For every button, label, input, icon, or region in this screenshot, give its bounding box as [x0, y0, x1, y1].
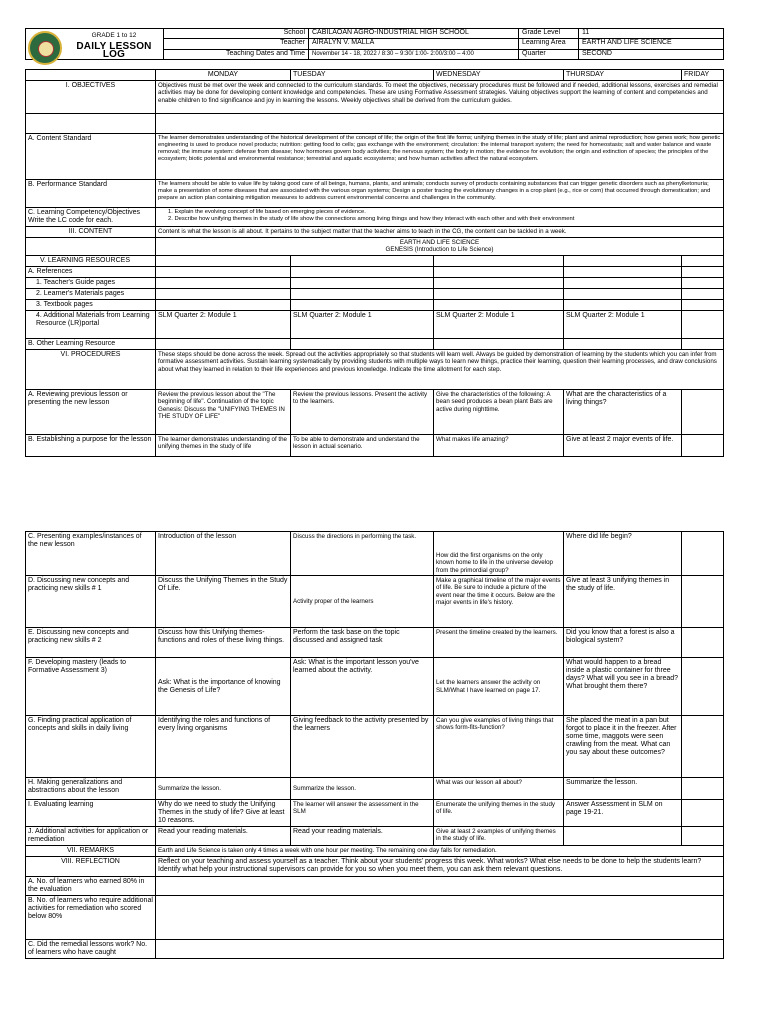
proc-i-thursday: Answer Assessment in SLM on page 19-21. [564, 800, 682, 827]
proc-e-thursday: Did you know that a forest is also a biological system? [564, 628, 682, 658]
header-table [25, 28, 724, 60]
proc-e-wednesday: Present the timeline created by the learners. [434, 628, 564, 658]
reflection-label: VIII. REFLECTION [26, 857, 156, 877]
additional-materials-label: 4. Additional Materials from Learning Resource (LR)portal [26, 310, 156, 338]
reflection-c-label: C. Did the remedial lessons work? No. of learners who have caught [26, 940, 156, 959]
slm-tuesday: SLM Quarter 2: Module 1 [291, 310, 434, 338]
teacher-label: Teacher [164, 39, 309, 49]
content-label: III. CONTENT [26, 227, 156, 238]
proc-f-label: F. Developing mastery (leads to Formative Assessment 3) [26, 658, 156, 716]
competency-item: 1. Explain the evolving concept of life based on emerging pieces of evidence. [168, 209, 366, 215]
dates-value: November 14 - 18, 2022 / 8:30 – 9:30/ 1:00- 2:00/3:00 – 4:00 [309, 49, 519, 59]
proc-h-monday: Summarize the lesson. [156, 778, 291, 800]
procedures-text: These steps should be done across the week. Spread out the activities appropriately so that students will learn well. Always be guided by demonstration of learning by the students which you can infer from formative assessment activities. Sustain learning systematically by providing students with multiple ways to learn new things, practice their learning, question their learning processes, and draw conclusions about what they learned in relation to their life experiences and previous knowledge. Indicate the time allotment for each step. [156, 349, 724, 389]
proc-j-label: J. Additional activities for application or remediation [26, 827, 156, 846]
day-header-row [26, 70, 724, 81]
proc-j-thursday [564, 827, 682, 846]
proc-j-wednesday: Give at least 2 examples of unifying themes in the study of life. [434, 827, 564, 846]
slm-thursday: SLM Quarter 2: Module 1 [564, 310, 682, 338]
proc-j-monday: Read your reading materials. [156, 827, 291, 846]
learning-area-label: Learning Area [519, 39, 579, 49]
grade-level-label: Grade Level [519, 29, 579, 39]
proc-f-wednesday: Let the learners answer the activity on SLM/What I have learned on page 17. [434, 658, 564, 716]
proc-a-monday: Review the previous lesson about the "The beginning of life". Continuation of the topic Genesis: Discuss the "UNIFYING THEMES IN THE STUDY OF LIFE" [156, 389, 291, 434]
competency-sublabel: Write the LC code for each. [28, 217, 114, 224]
quarter-value: SECOND [579, 49, 724, 59]
performance-standard-label: B. Performance Standard [26, 180, 156, 208]
grade-level-value: 11 [579, 29, 724, 39]
day-monday: MONDAY [156, 70, 291, 81]
learning-area-value: EARTH AND LIFE SCIENCE [579, 39, 724, 49]
proc-c-wednesday: How did the first organisms on the only known home to life in the universe develop from the primordial group? [434, 532, 564, 576]
proc-d-tuesday: Activity proper of the learners [291, 576, 434, 628]
proc-i-monday: Why do we need to study the Unifying Themes in the study of life? Give at least 10 reasons. [156, 800, 291, 827]
other-resources-label: B. Other Learning Resource [26, 338, 156, 349]
proc-i-tuesday: The learner will answer the assessment in the SLM [291, 800, 434, 827]
proc-d-label: D. Discussing new concepts and practicing new skills # 1 [26, 576, 156, 628]
page-2 [25, 531, 723, 959]
proc-b-tuesday: To be able to demonstrate and understand the lesson in actual scenario. [291, 434, 434, 456]
proc-d-monday: Discuss the Unifying Themes in the Study Of Life. [156, 576, 291, 628]
remarks-label: VII. REMARKS [26, 846, 156, 857]
competency-title: C. Learning Competency/Objectives [28, 209, 141, 216]
proc-f-thursday: What would happen to a bread inside a plastic container for three days? What will you see in a bread? What brought them there? [564, 658, 682, 716]
proc-h-wednesday: What was our lesson all about? [434, 778, 564, 800]
performance-standard-text: The learners should be able to value life by taking good care of all beings, humans, plants, and animals; conducts survey of products containing substances that can trigger genetic disorders such as phenylketonuria; make a presentation of some diseases that are associated with the various organ systems; Design a poster tracing the evolutionary changes in a crop plant (e.g., rice or corn) that occurred through domestication; and prepare an action plan containing mitigation measures to address current environmental concerns and challenges in the community. [156, 180, 724, 208]
proc-g-label: G. Finding practical application of concepts and skills in daily living [26, 716, 156, 778]
proc-h-tuesday: Summarize the lesson. [291, 778, 434, 800]
objectives-text: Objectives must be met over the week and connected to the curriculum standards. To meet the objectives, necessary procedures must be followed and if needed, additional lessons, exercises and remedial activities may be done for developing content knowledge and competencies. These are using Formative Assessment strategies. Valuing objectives support the learning of content and competencies and enable children to find significance and joy in learning the lessons. Weekly objectives shall be derived from the curriculum guides. [156, 81, 724, 114]
proc-i-wednesday: Enumerate the unifying themes in the study of life. [434, 800, 564, 827]
content-standard-label: A. Content Standard [26, 134, 156, 180]
objectives-label: I. OBJECTIVES [26, 81, 156, 114]
tg-label: 1. Teacher's Guide pages [26, 277, 156, 288]
day-wednesday: WEDNESDAY [434, 70, 564, 81]
proc-b-monday: The learner demonstrates understanding of the unifying themes in the study of life [156, 434, 291, 456]
proc-c-label: C. Presenting examples/instances of the new lesson [26, 532, 156, 576]
day-tuesday: TUESDAY [291, 70, 434, 81]
proc-a-wednesday: Give the characteristics of the following: A bean seed produces a bean plant Bats are active during nighttime. [434, 389, 564, 434]
remarks-text: Earth and Life Science is taken only 4 times a week with one hour per meeting. The remaining one day falls for remediation. [156, 846, 724, 857]
proc-j-tuesday: Read your reading materials. [291, 827, 434, 846]
day-thursday: THURSDAY [564, 70, 682, 81]
proc-g-tuesday: Giving feedback to the activity presented by the learners [291, 716, 434, 778]
day-friday: FRIDAY [682, 70, 724, 81]
teacher-value: AIRALYN V. MALLA [309, 39, 519, 49]
content-subject-topic [156, 238, 724, 256]
proc-g-wednesday: Can you give examples of living things that shows form-fits-function? [434, 716, 564, 778]
slm-monday: SLM Quarter 2: Module 1 [156, 310, 291, 338]
dates-label: Teaching Dates and Time [164, 49, 309, 59]
content-topic: GENESIS (Introduction to Life Science) [385, 246, 494, 254]
procedures-label: VI. PROCEDURES [26, 349, 156, 389]
proc-h-thursday: Summarize the lesson. [564, 778, 682, 800]
proc-c-tuesday: Discuss the directions in performing the task. [291, 532, 434, 576]
proc-a-tuesday: Review the previous lessons. Present the activity to the learners. [291, 389, 434, 434]
proc-d-thursday: Give at least 3 unifying themes in the study of life. [564, 576, 682, 628]
proc-h-label: H. Making generalizations and abstractions about the lesson [26, 778, 156, 800]
proc-f-monday: Ask: What is the importance of knowing the Genesis of Life? [156, 658, 291, 716]
school-value: CABILAOAN AGRO-INDUSTRIAL HIGH SCHOOL [309, 29, 519, 39]
proc-d-wednesday: Make a graphical timeline of the major events of life. Be sure to include a picture of the event near the time it occurs. Below are the major events in life's history. [434, 576, 564, 628]
slm-wednesday: SLM Quarter 2: Module 1 [434, 310, 564, 338]
proc-a-thursday: What are the characteristics of a living things? [564, 389, 682, 434]
competency-item: 2. Describe how unifying themes in the study of life show the connections among living things and how they interact with each other and with their environment [168, 216, 575, 222]
reflection-b-label: B. No. of learners who require additional activities for remediation who scored below 80% [26, 896, 156, 940]
content-text: Content is what the lesson is all about. It pertains to the subject matter that the teacher aims to teach in the CG, the content can be tackled in a week. [156, 227, 724, 238]
competency-list [156, 208, 724, 227]
school-label: School [164, 29, 309, 39]
proc-c-monday: Introduction of the lesson [156, 532, 291, 576]
references-label: A. References [26, 266, 156, 277]
proc-g-monday: Identifying the roles and functions of every living organisms [156, 716, 291, 778]
quarter-label: Quarter [519, 49, 579, 59]
content-standard-text: The learner demonstrates understanding of the historical development of the concept of life; the origin of the first life forms; unifying themes in the study of life; plant and animal reproduction; how genes work; how genetic engineering is used to produce novel products; nutrition: getting food to cells; gas exchange with the environment; circulation: the internal transport system; the need for homeostasis; salt and water balance and waste removal; the immune system: defense from disease; how hormones govern body activities; the nervous system; the body in motion; the evidence for evolution; the origin and extinction of species; the principles of the ecosystem; biotic potential and environmental resistance; terrestrial and aquatic ecosystems; and how human activities affect the natural ecosystem. [156, 134, 724, 180]
reflection-a-label: A. No. of learners who earned 80% in the evaluation [26, 877, 156, 896]
proc-e-label: E. Discussing new concepts and practicing new skills # 2 [26, 628, 156, 658]
tb-label: 3. Textbook pages [26, 299, 156, 310]
lesson-table-1 [25, 69, 724, 457]
resources-label: V. LEARNING RESOURCES [26, 255, 156, 266]
proc-i-label: I. Evaluating learning [26, 800, 156, 827]
proc-b-wednesday: What makes life amazing? [434, 434, 564, 456]
competency-label [26, 208, 156, 227]
grade-range: GRADE 1 to 12 [91, 32, 137, 39]
proc-a-label: A. Reviewing previous lesson or presenting the new lesson [26, 389, 156, 434]
proc-e-monday: Discuss how this Unifying themes- functions and roles of these living things. [156, 628, 291, 658]
page-1 [25, 28, 723, 457]
header-logo-cell [26, 29, 164, 60]
lesson-table-2 [25, 531, 724, 959]
lm-label: 2. Learner's Materials pages [26, 288, 156, 299]
log-title: DAILY LESSON LOG [76, 41, 152, 60]
proc-f-tuesday: Ask: What is the important lesson you've learned about the activity. [291, 658, 434, 716]
proc-b-thursday: Give at least 2 major events of life. [564, 434, 682, 456]
proc-e-tuesday: Perform the task base on the topic discussed and assigned task [291, 628, 434, 658]
proc-c-thursday: Where did life begin? [564, 532, 682, 576]
content-subject: EARTH AND LIFE SCIENCE [399, 239, 480, 246]
proc-g-thursday: She placed the meat in a pan but forgot to place it in the freezer. After some time, maggots were seen crawling from the meat. What can you say about these outcomes? [564, 716, 682, 778]
proc-b-label: B. Establishing a purpose for the lesson [26, 434, 156, 456]
reflection-text: Reflect on your teaching and assess yourself as a teacher. Think about your students' progress this week. What works? What else needs to be done to help the students learn? Identify what help your instructional supervisors can provide for you so when you meet them, you can ask them relevant questions. [156, 857, 724, 877]
